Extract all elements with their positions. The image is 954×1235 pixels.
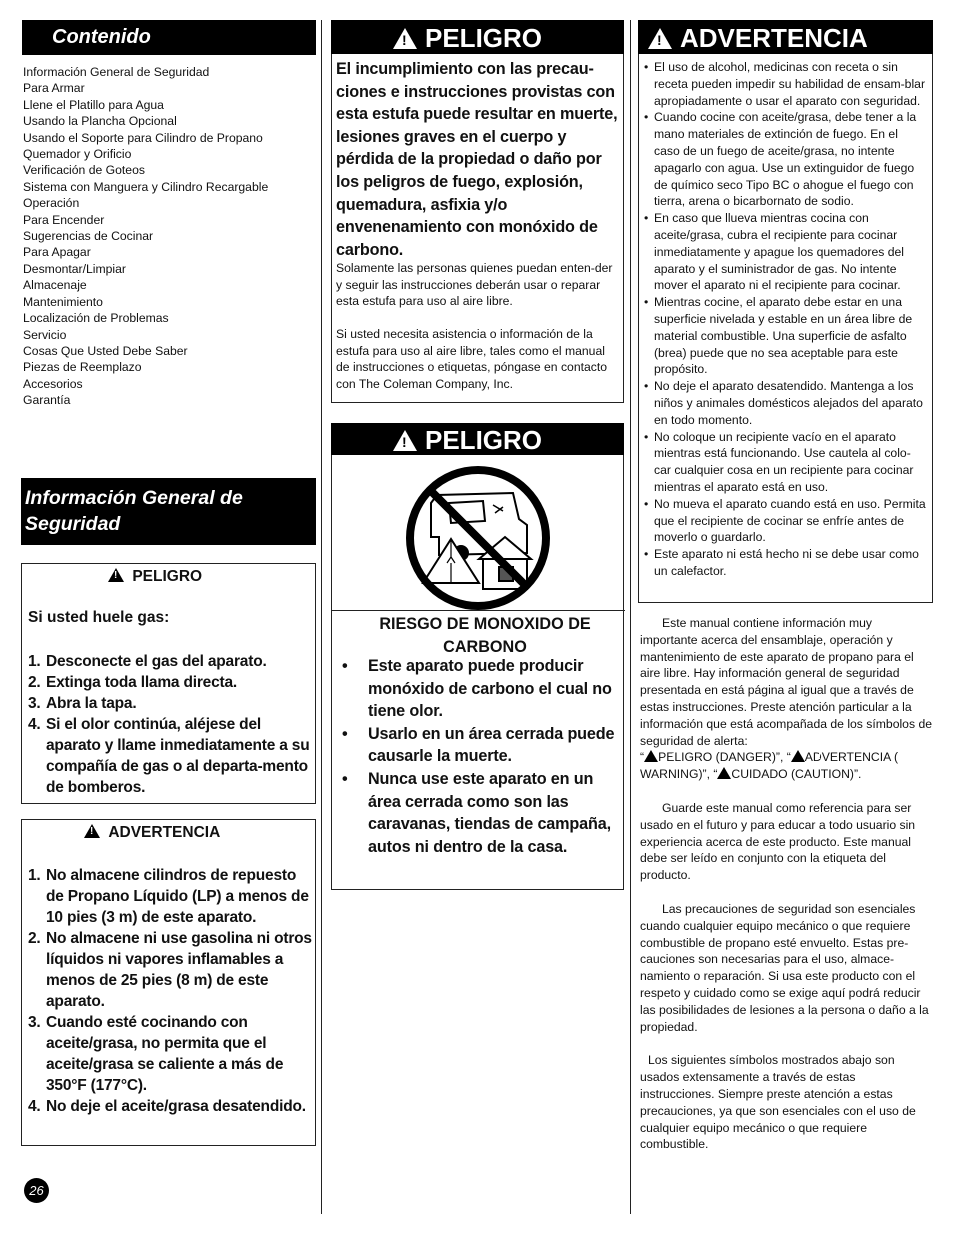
numbered-step (28, 672, 312, 693)
storage-steps-list (28, 865, 312, 1117)
peligro-1-para1: Solamente las personas quienes puedan enten-der y seguir las instrucciones deberán usar o reparar esta estufa para uso al aire libre. (336, 261, 613, 309)
advertencia-bullets (642, 59, 926, 580)
gas-box-header: PELIGRO (132, 568, 203, 585)
step-text: No almacene cilindros de repuesto de Propano Líquido (LP) a menos de 10 pies (3 m) de este aparato. (46, 867, 309, 926)
step-text: Abra la tapa. (46, 695, 137, 712)
table-of-contents (23, 64, 313, 409)
safety-section-title-line2: Seguridad (25, 513, 121, 535)
bullet-item: • Este aparato puede producir monóxido de carbono el cual no tiene olor. (336, 655, 616, 723)
toc-item[interactable]: Sistema con Manguera y Cilindro Recargable (23, 179, 269, 194)
manual-para1 (640, 615, 932, 783)
numbered-step (28, 651, 312, 672)
peligro-2-box (331, 455, 624, 890)
bullet-item: • Mientras cocine, el aparato debe estar en una superficie nivelada y estable en un área libre de material combustible. Una superficie de asfalto (brea) puede que no sea aceptable para este propósito. (642, 294, 926, 378)
manual-para1-text: Este manual contiene información muy importante acerca del ensamblaje, operación y mantenimiento de este aparato de propano para el aire libre. Hay información general de seguridad presentada en está página al igual que a través de estas instrucciones. Preste atención particular a la información que está acompañada de los símbolos de seguridad de alerta: (640, 616, 933, 748)
gas-box-intro: Si usted huele gas: (28, 609, 170, 626)
symbol-warning-label: ADVERTENCIA ( WARNING)”, “ (640, 750, 899, 782)
advertencia-header (638, 20, 933, 54)
toc-item[interactable]: Llene el Platillo para Agua (23, 97, 164, 112)
toc-header (22, 20, 316, 55)
peligro-2-title: PELIGRO (425, 425, 543, 455)
bullet-item: • El uso de alcohol, medicinas con receta o sin receta pueden impedir su habilidad de ensam-blar apropiadamente o usar el aparato con seguridad. (642, 59, 926, 109)
step-text: Cuando esté cocinando con aceite/grasa, no permita que el aceite/grasa se caliente a más de 350°F (177°C). (46, 1014, 284, 1094)
step-number: 4. (28, 716, 41, 733)
step-number: 1. (28, 867, 41, 884)
safety-section-title-line1: Información General de (25, 487, 243, 509)
numbered-step (28, 693, 312, 714)
toc-item[interactable]: Mantenimiento (23, 294, 103, 309)
bullet-item: • Cuando cocine con aceite/grasa, debe tener a la mano materiales de extinción de fuego. En el caso de un fuego de aceite/grasa, no intente apagarlo con agua. Use un extinguidor de fuego de químico seco Tipo BC o ahogue el fuego con tierra, arena o bicarbornato de sodio. (642, 109, 926, 210)
warning-triangle-icon (393, 28, 417, 49)
caution-symbol-icon (717, 767, 731, 779)
numbered-step (28, 1012, 312, 1096)
toc-item[interactable]: Localización de Problemas (23, 311, 169, 326)
toc-item[interactable]: Verificación de Goteos (23, 163, 145, 178)
column-divider-right (630, 20, 631, 1214)
no-indoor-use-pictogram (403, 463, 553, 613)
risk-title-line2: CARBONO (443, 637, 527, 656)
toc-item[interactable]: Cosas Que Usted Debe Saber (23, 343, 188, 358)
numbered-step (28, 1096, 312, 1117)
numbered-step (28, 714, 312, 798)
step-number: 4. (28, 1098, 41, 1115)
bullet-item: • Este aparato ni está hecho ni se debe usar como un calefactor. (642, 546, 926, 580)
toc-item[interactable]: Operación (23, 196, 80, 211)
safety-section-header (21, 478, 316, 545)
warning-triangle-icon (393, 430, 417, 451)
column-divider-left (321, 20, 322, 1214)
symbol-caution-label: CUIDADO (CAUTION)”. (731, 767, 862, 782)
manual-para3: Las precauciones de seguridad son esenciales cuando cualquier equipo mecánico o que requiere combustible de propano esté envuelto. Estas pre-cauciones son necesarias para el uso, almace-namiento o reparación. Si usa este producto con el respeto y cuidado como se exige aquí podrá reducir las posibilidades de lesiones a la persona o daño a la propiedad. (640, 901, 929, 1034)
warning-symbol-icon (791, 750, 805, 762)
advertencia-title: ADVERTENCIA (680, 23, 868, 53)
page-number-text: 26 (29, 1183, 44, 1198)
gas-steps-list (28, 651, 312, 798)
step-text: Desconecte el gas del aparato. (46, 653, 267, 670)
step-text: No almacene ni use gasolina ni otros líquidos ni vapores inflamables a menos de 25 pies (8 m) de este aparato. (46, 930, 312, 1010)
toc-title: Contenido (52, 26, 151, 48)
toc-item[interactable]: Usando la Plancha Opcional (23, 114, 177, 129)
toc-item[interactable]: Para Apagar (23, 245, 91, 260)
manual-para4: Los siguientes símbolos mostrados abajo son usados extensamente a través de estas instrucciones. Siempre preste atención a estas precauciones, ya que son esenciales con el uso de cualquier equipo mecánico o que requiere combustible. (640, 1053, 916, 1152)
bullet-item: • No deje el aparato desatendido. Mantenga a los niños y animales domésticos alejados del aparato en todo momento. (642, 378, 926, 428)
toc-item[interactable]: Quemador y Orificio (23, 147, 132, 162)
peligro-1-box (331, 54, 624, 403)
symbol-quote: “ (640, 750, 645, 765)
warning-triangle-icon (84, 824, 100, 838)
bullet-item: • Usarlo en un área cerrada puede causarle la muerte. (336, 723, 616, 768)
warning-triangle-icon (648, 28, 672, 49)
bullet-item: • Nunca use este aparato en un área cerrada como son las caravanas, tiendas de campaña, autos ni dentro de la casa. (336, 768, 616, 858)
toc-item[interactable]: Para Armar (23, 81, 85, 96)
numbered-step (28, 865, 312, 928)
gas-danger-box (21, 563, 316, 804)
toc-item[interactable]: Información General de Seguridad (23, 65, 210, 79)
toc-item[interactable]: Sugerencias de Cocinar (23, 229, 154, 244)
peligro-1-bold-text: El incumplimiento con las precau-ciones e instrucciones provistas con esta estufa puede resultar en muerte, lesiones graves en el cuerpo y pérdida de la propiedad o daño por los peligros de fuego, explosión, quemadura, asfixia y/o envenenamiento con monóxido de carbono. (336, 60, 618, 259)
step-text: Extinga toda llama directa. (46, 674, 237, 691)
co-risk-bullets (336, 655, 616, 858)
bullet-item: • No mueva el aparato cuando está en uso. Permita que el recipiente de cocinar se enfríe antes de moverlo o guardarlo. (642, 496, 926, 546)
step-number: 2. (28, 674, 41, 691)
storage-box-header: ADVERTENCIA (108, 824, 221, 841)
step-number: 2. (28, 930, 41, 947)
peligro-header-2 (331, 423, 624, 455)
peligro-1-para2: Si usted necesita asistencia o información de la estufa para uso al aire libre, tales como el manual de instrucciones o etiquetas, póngase en contacto con The Coleman Company, Inc. (336, 327, 608, 391)
toc-item[interactable]: Desmontar/Limpiar (23, 261, 126, 276)
toc-item[interactable]: Usando el Soporte para Cilindro de Propano (23, 130, 263, 145)
symbol-danger-label: PELIGRO (DANGER)”, “ (658, 750, 791, 765)
advertencia-box (638, 54, 933, 603)
bullet-item: • No coloque un recipiente vacío en el aparato mientras está funcionando. Use cautela al colo-car cualquier cosa en un recipiente para cocinar mientras el aparato está en uso. (642, 429, 926, 496)
toc-item[interactable]: Para Encender (23, 212, 105, 227)
warning-triangle-icon (108, 568, 124, 582)
toc-item[interactable]: Accesorios (23, 376, 83, 391)
step-text: Si el olor continúa, aléjese del aparato y llame inmediatamente a su compañía de gas o al departa-mento de bomberos. (46, 716, 310, 796)
toc-item[interactable]: Almacenaje (23, 278, 87, 293)
step-number: 3. (28, 695, 41, 712)
numbered-step (28, 928, 312, 1012)
peligro-1-title: PELIGRO (425, 23, 543, 53)
danger-symbol-icon (644, 750, 658, 762)
page-number (24, 1178, 49, 1203)
storage-warning-box (21, 819, 316, 1146)
risk-title-line1: RIESGO DE MONOXIDO DE (379, 615, 591, 633)
step-number: 3. (28, 1014, 41, 1031)
toc-item[interactable]: Garantía (23, 393, 71, 408)
toc-item[interactable]: Piezas de Reemplazo (23, 360, 142, 375)
step-text: No deje el aceite/grasa desatendido. (46, 1098, 306, 1115)
peligro-header-1 (331, 20, 624, 54)
step-number: 1. (28, 653, 41, 670)
manual-text (640, 615, 932, 1153)
bullet-item: • En caso que llueva mientras cocina con aceite/grasa, cubra el recipiente para cocinar inmediatamente y apague los quemadores del aparato y el suministrador de gas. No intente mover el aparato ni el recipiente para cocinar. (642, 210, 926, 294)
toc-item[interactable]: Servicio (23, 327, 67, 342)
manual-para2: Guarde este manual como referencia para ser usado en el futuro y para educar a todo usuario sin experiencia acerca de este producto. Este manual debe ser leído en conjunto con la etiqueta del producto. (640, 800, 916, 883)
